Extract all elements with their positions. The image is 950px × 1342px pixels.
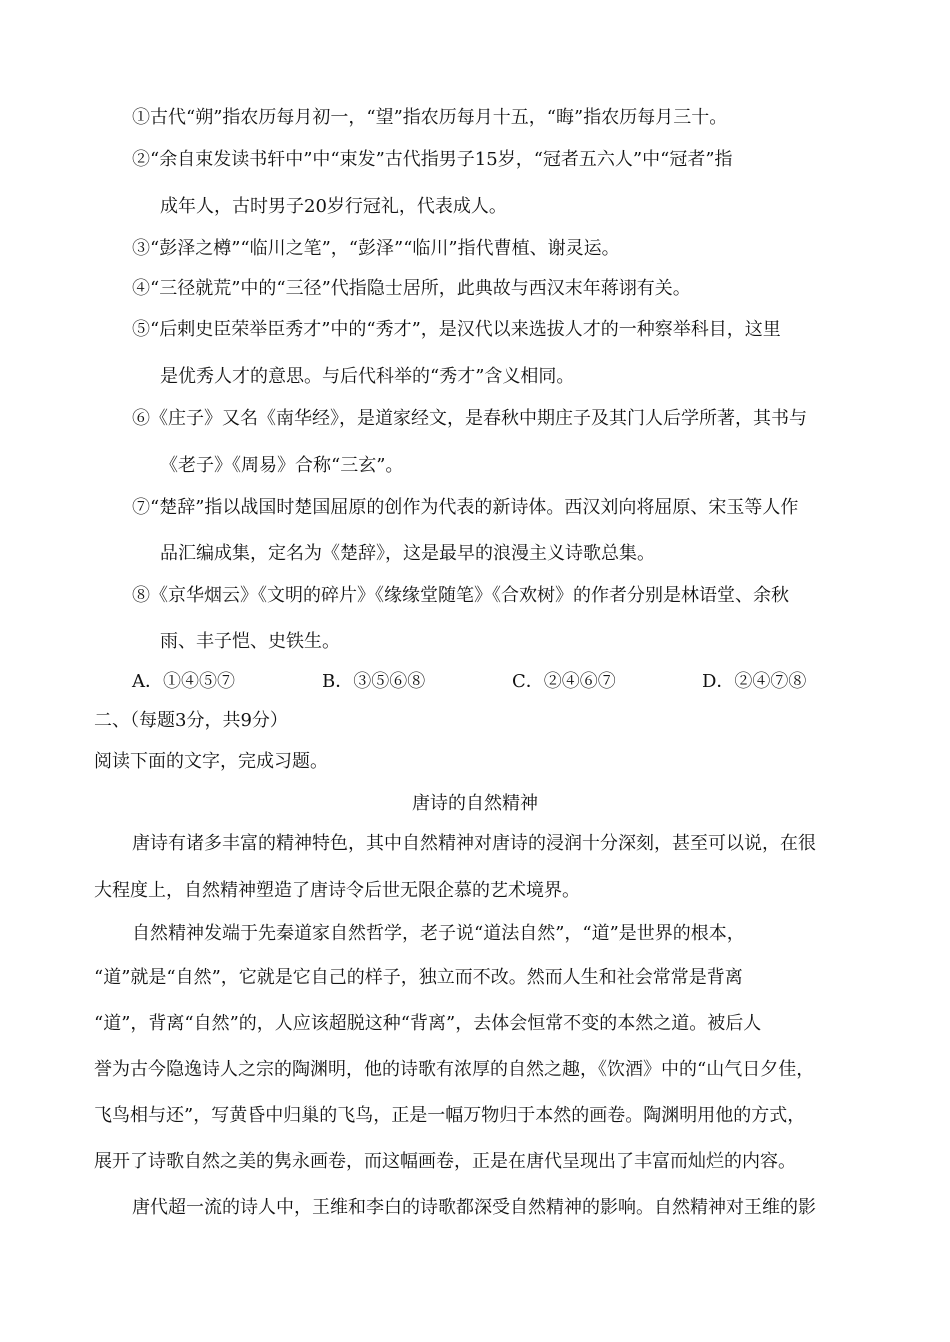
option-d: D．②④⑦⑧ xyxy=(702,671,807,692)
paragraph-1-line-2: 大程度上，自然精神塑造了唐诗令后世无限企慕的艺术境界。 xyxy=(94,880,580,901)
statement-5-line-2: 是优秀人才的意思。与后代科举的“秀才”含义相同。 xyxy=(160,366,575,387)
paragraph-2-line-1: 自然精神发端于先秦道家自然哲学，老子说“道法自然”，“道”是世界的根本， xyxy=(132,923,745,944)
option-b: B．③⑤⑥⑧ xyxy=(322,671,426,692)
section-header: 二、（每题3分，共9分） xyxy=(94,710,288,731)
paragraph-2-line-6: 展开了诗歌自然之美的隽永画卷，而这幅画卷，正是在唐代呈现出了丰富而灿烂的内容。 xyxy=(94,1151,796,1172)
statement-2-line-2: 成年人，古时男子20岁行冠礼，代表成人。 xyxy=(160,196,507,217)
statement-5-line-1: ⑤“后剌史臣荣举臣秀才”中的“秀才”，是汉代以来选拔人才的一种察举科目，这里 xyxy=(132,319,781,340)
statement-1-line-1: ①古代“朔”指农历每月初一，“望”指农历每月十五，“晦”指农历每月三十。 xyxy=(132,107,728,128)
statement-8-line-2: 雨、丰子恺、史铁生。 xyxy=(160,631,340,652)
option-c: C．②④⑥⑦ xyxy=(512,671,616,692)
statement-6-line-1: ⑥《庄子》又名《南华经》，是道家经文，是春秋中期庄子及其门人后学所著，其书与 xyxy=(132,408,807,429)
statement-6-line-2: 《老子》《周易》合称“三玄”。 xyxy=(160,455,404,476)
paragraph-2-line-5: 飞鸟相与还”，写黄昏中归巢的飞鸟，正是一幅万物归于本然的画卷。陶渊明用他的方式， xyxy=(94,1105,806,1126)
paragraph-1-line-1: 唐诗有诸多丰富的精神特色，其中自然精神对唐诗的浸润十分深刻，甚至可以说，在很 xyxy=(132,833,816,854)
statement-4-line-1: ④“三径就荒”中的“三径”代指隐士居所，此典故与西汉末年蒋诩有关。 xyxy=(132,278,691,299)
statement-8-line-1: ⑧《京华烟云》《文明的碎片》《缘缘堂随笔》《合欢树》的作者分别是林语堂、余秋 xyxy=(132,585,789,606)
paragraph-2-line-2: “道”就是“自然”，它就是它自己的样子，独立而不改。然而人生和社会常常是背离 xyxy=(94,967,743,988)
statement-3-line-1: ③“彭泽之樽”“临川之笔”，“彭泽”“临川”指代曹植、谢灵运。 xyxy=(132,238,620,259)
paragraph-2-line-3: “道”，背离“自然”的，人应该超脱这种“背离”，去体会恒常不变的本然之道。被后人 xyxy=(94,1013,762,1034)
instruction: 阅读下面的文字，完成习题。 xyxy=(94,751,328,772)
statement-2-line-1: ②“余自束发读书轩中”中“束发”古代指男子15岁，“冠者五六人”中“冠者”指 xyxy=(132,149,733,170)
passage-title: 唐诗的自然精神 xyxy=(412,793,538,814)
option-a: A．①④⑤⑦ xyxy=(132,671,235,692)
paragraph-3-line-1: 唐代超一流的诗人中，王维和李白的诗歌都深受自然精神的影响。自然精神对王维的影 xyxy=(132,1197,816,1218)
statement-7-line-2: 品汇编成集，定名为《楚辞》，这是最早的浪漫主义诗歌总集。 xyxy=(160,543,655,564)
paragraph-2-line-4: 誉为古今隐逸诗人之宗的陶渊明，他的诗歌有浓厚的自然之趣，《饮酒》中的“山气日夕佳， xyxy=(94,1059,815,1080)
statement-7-line-1: ⑦“楚辞”指以战国时楚国屈原的创作为代表的新诗体。西汉刘向将屈原、宋玉等人作 xyxy=(132,497,799,518)
